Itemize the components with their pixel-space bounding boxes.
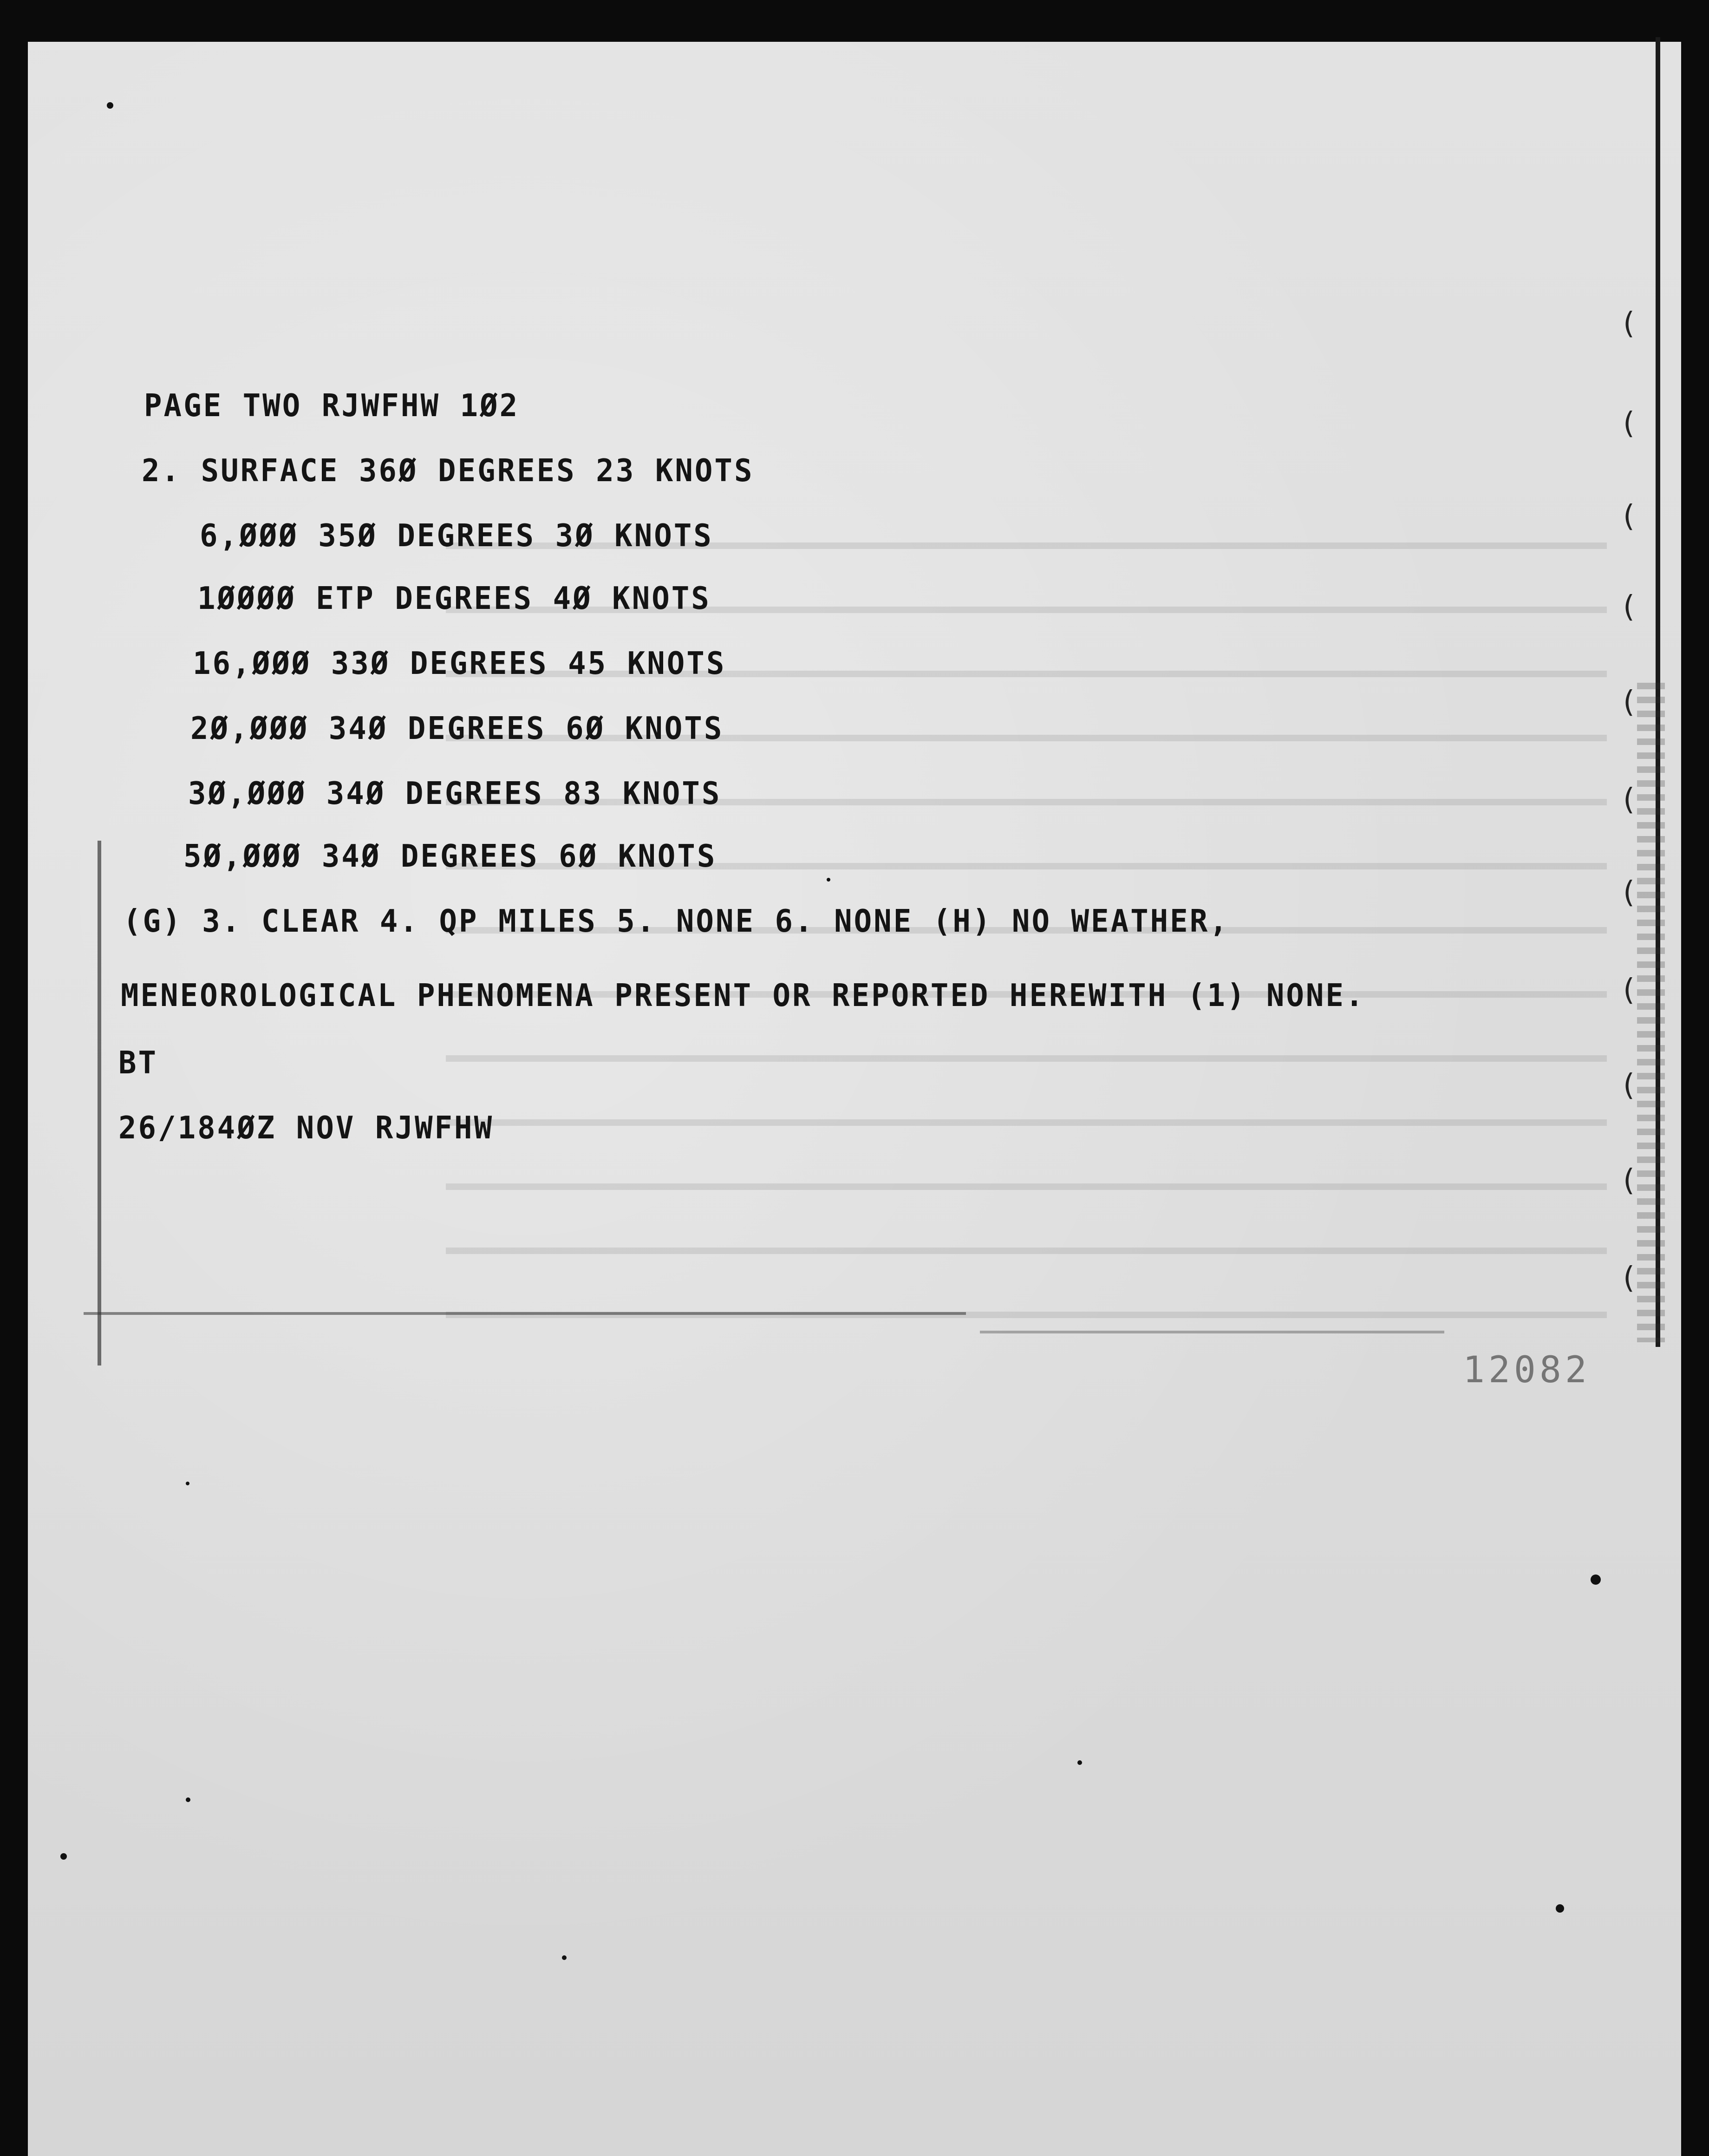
left-edge-mark: [98, 841, 101, 1365]
margin-mark: (: [1623, 1163, 1635, 1198]
dtg-line: 26/184ØZ NOV RJWFHW: [118, 1110, 494, 1146]
margin-mark: (: [1623, 973, 1635, 1007]
wind-20000-line: 2Ø,ØØØ 34Ø DEGREES 6Ø KNOTS: [190, 711, 724, 747]
header-line: PAGE TWO RJWFHW 1Ø2: [144, 388, 520, 424]
margin-mark: (: [1623, 499, 1635, 534]
document-page: [28, 42, 1681, 2156]
reference-number: 12082: [1463, 1349, 1591, 1391]
bt-line: BT: [118, 1045, 158, 1081]
scan-speck: [186, 1797, 190, 1802]
margin-mark: (: [1623, 1068, 1635, 1103]
wind-10000-line: 1ØØØØ ETP DEGREES 4Ø KNOTS: [197, 581, 711, 617]
margin-mark: (: [1623, 406, 1635, 441]
bottom-rule: [84, 1312, 966, 1315]
scan-speck: [1077, 1760, 1082, 1765]
margin-mark: (: [1623, 783, 1635, 817]
scan-speck: [562, 1955, 567, 1960]
margin-mark: (: [1623, 307, 1635, 341]
scan-speck: [107, 102, 113, 109]
scan-speck: [1556, 1904, 1564, 1913]
wind-6000-line: 6,ØØØ 35Ø DEGREES 3Ø KNOTS: [200, 518, 713, 554]
bottom-rule-dashes: [980, 1331, 1444, 1333]
wind-16000-line: 16,ØØØ 33Ø DEGREES 45 KNOTS: [193, 646, 726, 682]
margin-mark: (: [1623, 875, 1635, 910]
scan-speck: [186, 1482, 189, 1485]
scan-speck: [60, 1853, 67, 1860]
margin-mark: (: [1623, 1261, 1635, 1295]
wind-50000-line: 5Ø,ØØØ 34Ø DEGREES 6Ø KNOTS: [183, 838, 717, 875]
scan-speck: [1591, 1575, 1601, 1585]
phenomena-line: MENEOROLOGICAL PHENOMENA PRESENT OR REPORTED HEREWITH (1) NONE.: [121, 978, 1365, 1014]
margin-mark: (: [1623, 685, 1635, 719]
wind-30000-line: 3Ø,ØØØ 34Ø DEGREES 83 KNOTS: [188, 776, 722, 812]
margin-mark: (: [1623, 590, 1635, 624]
surface-wind-line: 2. SURFACE 36Ø DEGREES 23 KNOTS: [142, 453, 754, 489]
weather-conditions-line: (G) 3. CLEAR 4. QP MILES 5. NONE 6. NONE (H) NO WEATHER,: [123, 903, 1229, 940]
scan-speck: [827, 878, 830, 882]
side-margin-print: [1637, 683, 1665, 1342]
